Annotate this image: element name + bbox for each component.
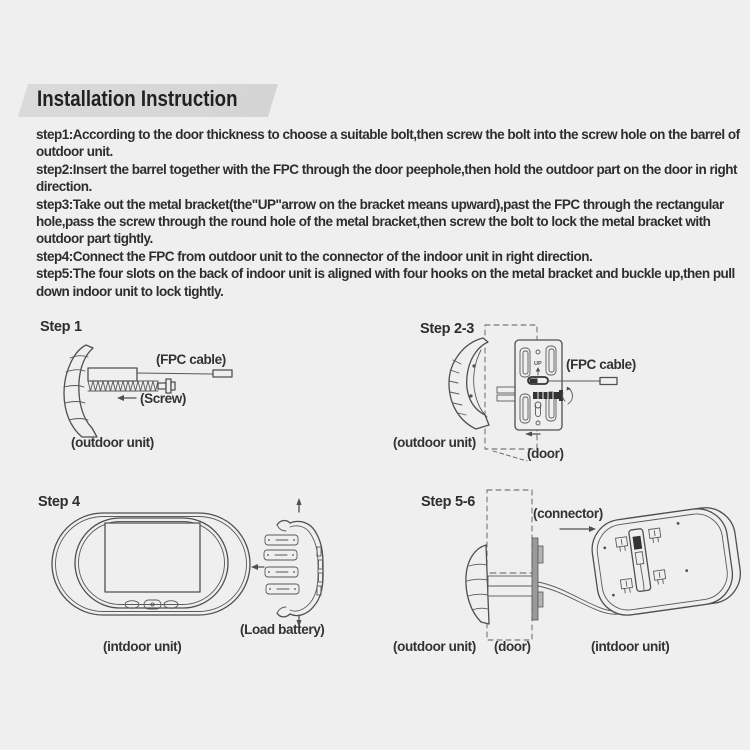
- step23-door-label: (door): [527, 446, 564, 461]
- step56-title: Step 5-6: [421, 494, 476, 510]
- bracket-strip-drawing: [532, 538, 543, 620]
- screw-arrow: [117, 395, 136, 401]
- instruction-step-4: step4:Connect the FPC from outdoor unit to the connector of the indoor unit in right direction.: [36, 248, 593, 264]
- barrel-drawing: [488, 573, 534, 596]
- door-outline: [487, 490, 532, 640]
- instruction-step-1: step1:According to the door thickness to choose a suitable bolt,then screw the bolt into the screw hole on the barrel of outdoor unit.: [36, 127, 740, 160]
- connector-arrow: [560, 526, 596, 532]
- step56-indoor-unit-label: (intdoor unit): [591, 639, 670, 654]
- lcd-screen: [105, 523, 200, 592]
- step23-fpc-cable-label: (FPC cable): [566, 357, 636, 372]
- step23-outdoor-unit-label: (outdoor unit): [393, 435, 476, 450]
- step4-indoor-unit-label: (intdoor unit): [103, 639, 182, 654]
- step1-title: Step 1: [40, 319, 82, 335]
- fpc-cable-drawing: [137, 370, 232, 377]
- step56-outdoor-unit-label: (outdoor unit): [393, 639, 476, 654]
- outdoor-unit-drawing: [449, 338, 515, 429]
- step1-outdoor-unit-label: (outdoor unit): [71, 435, 154, 450]
- instruction-step-5: step5:The four slots on the back of indoor unit is aligned with four hooks on the metal bracket and buckle up,then pull down indoor unit to lock tightly.: [36, 266, 735, 299]
- instruction-step-2: step2:Insert the barrel together with the FPC through the door peephole,then hold the outdoor part on the door in right direction.: [36, 161, 737, 195]
- bracket-down-arrow: [525, 432, 540, 437]
- barrel-and-screw-drawing: [88, 368, 175, 393]
- insert-arrow: [251, 564, 264, 570]
- instruction-step-3: step3:Take out the metal bracket(the"UP"arrow on the bracket means upward),past the FPC through the rectangular hole,pass the screw through the round hole of the metal bracket,then screw the bolt to lock the metal bracket with outdoor part tightly.: [36, 196, 724, 247]
- metal-bracket-drawing: [515, 340, 562, 430]
- battery-cover-drawing: [277, 498, 323, 627]
- indoor-unit-back-drawing: [588, 504, 744, 619]
- step23-title: Step 2-3: [420, 321, 475, 337]
- step4-title: Step 4: [38, 494, 80, 510]
- step56-door-label: (door): [494, 639, 531, 654]
- step1-screw-label: (Screw): [140, 391, 186, 406]
- step1-fpc-cable-label: (FPC cable): [156, 352, 226, 367]
- instruction-steps: [36, 126, 742, 300]
- bracket-up-label: UP: [534, 361, 542, 367]
- step4-load-battery-label: (Load battery): [240, 622, 325, 637]
- outdoor-unit-drawing: [466, 545, 489, 624]
- indoor-unit-front-drawing: [52, 513, 250, 615]
- battery-drawing: [264, 535, 299, 594]
- page-title: Installation Instruction: [37, 86, 238, 111]
- step56-connector-label: (connector): [533, 506, 603, 521]
